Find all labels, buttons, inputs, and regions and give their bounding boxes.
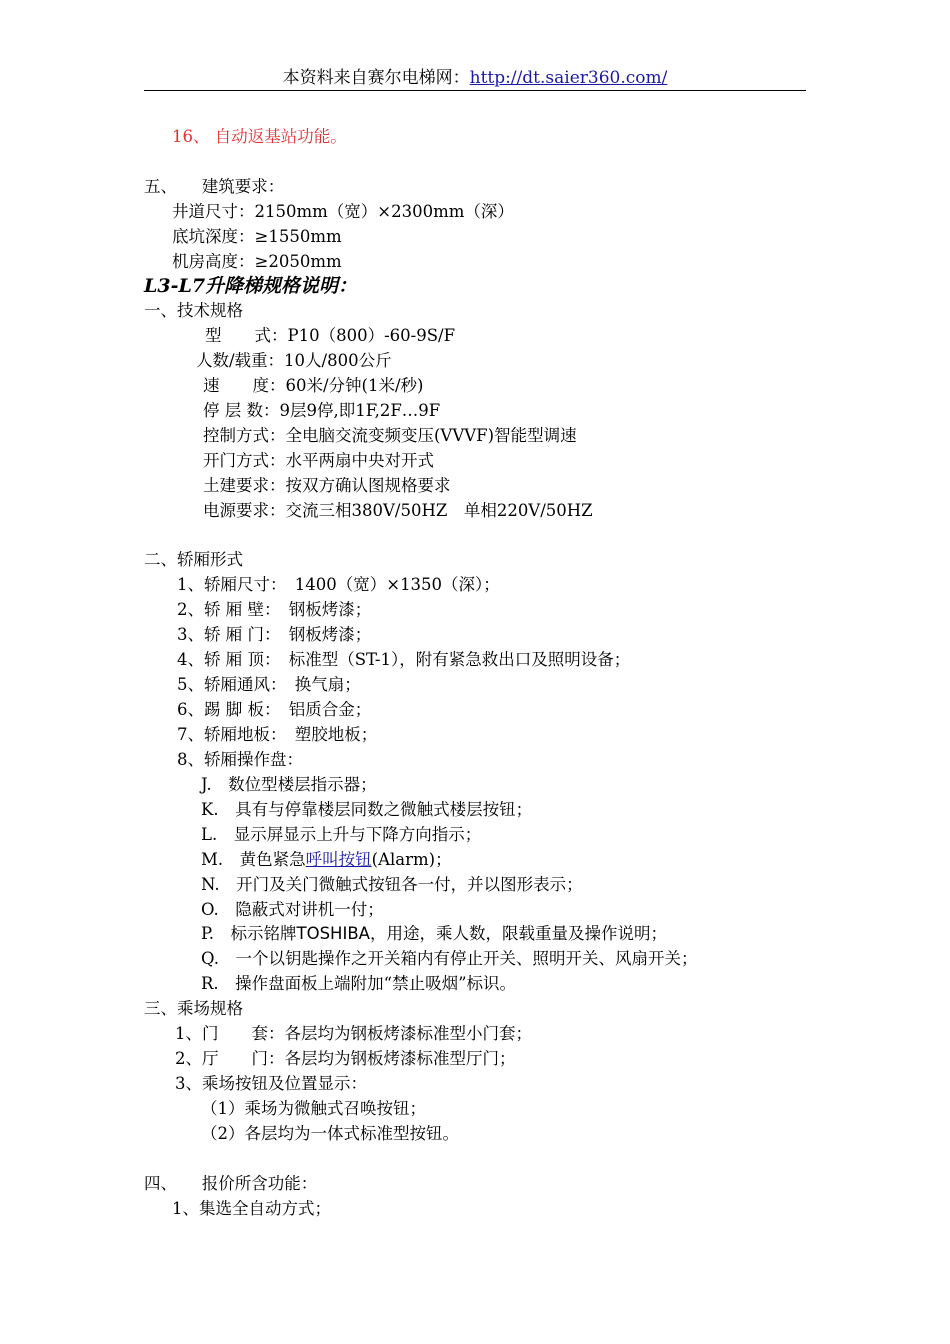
panel-item (201, 848, 452, 872)
car-row: 6、踢 脚 板： 铝质合金； (177, 700, 372, 719)
header-source-link[interactable]: http://dt.saier360.com/ (469, 68, 668, 88)
panel-item-text: M. 黄色紧急 (201, 850, 306, 869)
machine-room-height: 机房高度：≥2050mm (172, 252, 342, 271)
pit-depth: 底坑深度：≥1550mm (172, 227, 342, 246)
call-button-link[interactable]: 呼叫按钮 (305, 850, 372, 869)
car-heading: 二、轿厢形式 (144, 550, 243, 569)
landing-row: 1、门 套：各层均为钢板烤漆标准型小门套； (175, 1024, 532, 1043)
page-header (144, 66, 806, 91)
tech-spec-heading: 一、技术规格 (144, 301, 243, 320)
panel-item (201, 922, 667, 946)
panel-item: Q. 一个以钥匙操作之开关箱内有停止开关、照明开关、风扇开关； (201, 949, 698, 968)
functions-heading: 四、 报价所含功能： (144, 1174, 318, 1193)
car-row: 7、轿厢地板： 塑胶地板； (177, 725, 378, 744)
functions-row: 1、集选全自动方式； (172, 1199, 331, 1218)
panel-item: R. 操作盘面板上端附加“禁止吸烟”标识。 (201, 974, 517, 993)
auto-return-item: 16、 自动返基站功能。 (172, 127, 347, 146)
landing-heading: 三、乘场规格 (144, 999, 243, 1018)
header-source-label: 本资料来自赛尔电梯网： (282, 68, 470, 88)
car-row: 5、轿厢通风： 换气扇； (177, 675, 361, 694)
tech-spec-row: 控制方式：全电脑交流变频变压(VVVF)智能型调速 (203, 426, 577, 445)
tech-spec-row: 型 式：P10（800）-60-9S/F (205, 326, 456, 345)
car-row: 8、轿厢操作盘： (177, 750, 303, 769)
building-heading: 五、 建筑要求： (144, 177, 285, 196)
landing-sub-row: （1）乘场为微触式召唤按钮； (201, 1099, 426, 1118)
panel-item: O. 隐蔽式对讲机一付； (201, 900, 384, 919)
tech-spec-row: 速 度：60米/分钟(1米/秒) (203, 376, 424, 395)
panel-item: J. 数位型楼层指示器； (201, 775, 377, 794)
brand-name: TOSHIBA (296, 924, 370, 943)
panel-item-text: ，用途，乘人数，限载重量及操作说明； (369, 924, 667, 943)
tech-spec-row: 电源要求：交流三相380V/50HZ 单相220V/50HZ (203, 501, 593, 520)
car-row: 1、轿厢尺寸： 1400（宽）×1350（深）； (177, 575, 500, 594)
car-row: 2、轿 厢 壁： 钢板烤漆； (177, 600, 372, 619)
panel-item-text: (Alarm)； (371, 850, 452, 869)
spec-title: L3-L7升降梯规格说明： (144, 275, 358, 297)
panel-item-text: P. 标示铭牌 (201, 924, 297, 943)
car-row: 3、轿 厢 门： 钢板烤漆； (177, 625, 372, 644)
panel-item: N. 开门及关门微触式按钮各一付，并以图形表示； (201, 875, 583, 894)
landing-row: 3、乘场按钮及位置显示： (175, 1074, 367, 1093)
tech-spec-row: 土建要求：按双方确认图规格要求 (203, 476, 451, 495)
shaft-size: 井道尺寸：2150mm（宽）×2300mm（深） (172, 202, 514, 221)
panel-item: K. 具有与停靠楼层同数之微触式楼层按钮； (201, 800, 533, 819)
car-row: 4、轿 厢 顶： 标准型（ST-1），附有紧急救出口及照明设备； (177, 650, 631, 669)
landing-sub-row: （2）各层均为一体式标准型按钮。 (201, 1124, 459, 1143)
tech-spec-row: 停 层 数：9层9停,即1F,2F…9F (203, 401, 441, 420)
tech-spec-row: 人数/载重：10人/800公斤 (196, 351, 392, 370)
tech-spec-row: 开门方式：水平两扇中央对开式 (203, 451, 434, 470)
landing-row: 2、厅 门：各层均为钢板烤漆标准型厅门； (175, 1049, 516, 1068)
panel-item: L. 显示屏显示上升与下降方向指示； (201, 825, 482, 844)
